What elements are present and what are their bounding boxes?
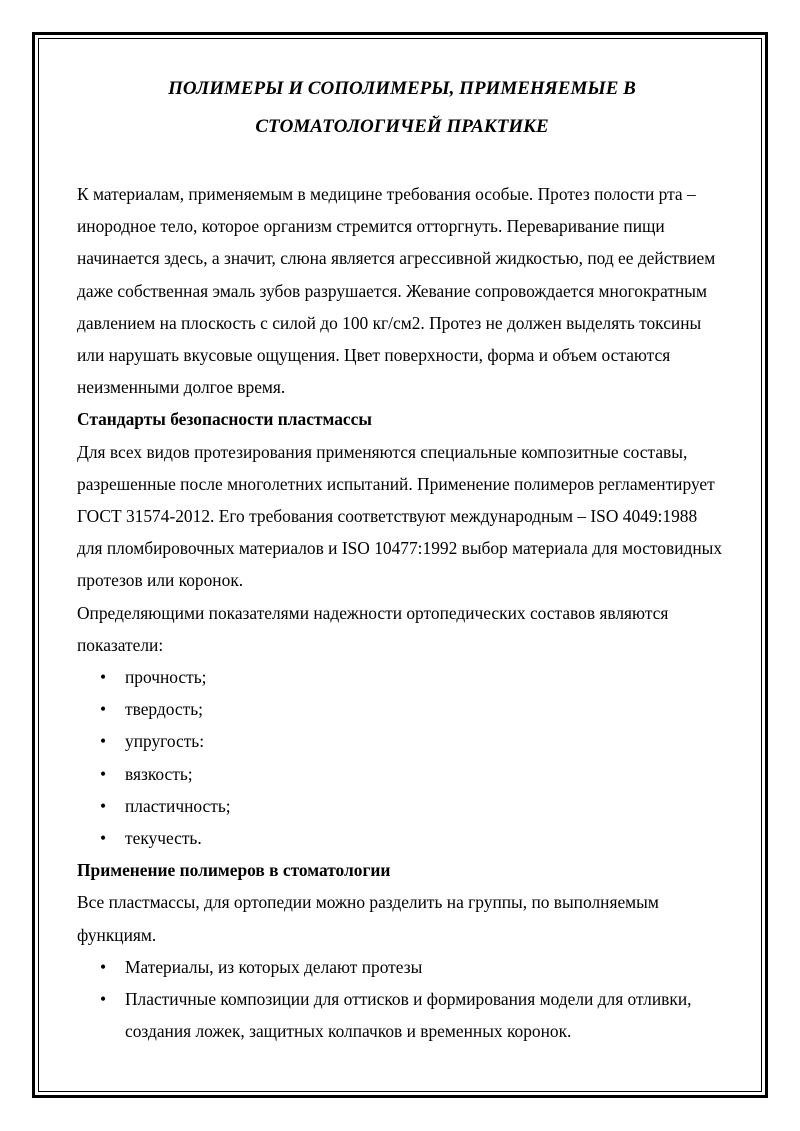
list-item: • вязкость; bbox=[77, 758, 727, 790]
list-item: • Материалы, из которых делают протезы bbox=[77, 951, 727, 983]
groups-paragraph: Все пластмассы, для ортопедии можно разделить на группы, по выполняемым функциям. bbox=[77, 892, 659, 945]
title-line-2: СТОМАТОЛОГИЧЕЙ ПРАКТИКЕ bbox=[255, 116, 549, 137]
section-heading-safety: Стандарты безопасности пластмассы bbox=[77, 409, 372, 430]
document-title bbox=[77, 70, 727, 146]
list-item: • упругость: bbox=[77, 725, 727, 757]
groups-list bbox=[77, 951, 727, 1048]
list-item: • Пластичные композиции для оттисков и формирования модели для отливки, создания ложек, защитных колпачков и временных коронок. bbox=[77, 983, 727, 1047]
title-line-1: ПОЛИМЕРЫ И СОПОЛИМЕРЫ, ПРИМЕНЯЕМЫЕ В bbox=[168, 78, 636, 99]
document-body bbox=[77, 70, 727, 1047]
properties-list bbox=[77, 661, 727, 854]
list-item: • текучесть. bbox=[77, 822, 727, 854]
section-heading-application: Применение полимеров в стоматологии bbox=[77, 860, 391, 881]
list-item: • прочность; bbox=[77, 661, 727, 693]
list-item: • пластичность; bbox=[77, 790, 727, 822]
safety-paragraph: Для всех видов протезирования применяются специальные композитные составы, разрешенные после многолетних испытаний. Применение полимеров регламентирует ГОСТ 31574-2012. Его требования соответствуют международным – ISO 4049:1988 для пломбировочных материалов и ISO 10477:1992 выбор материала для мостовидных протезов или коронок. bbox=[77, 441, 723, 591]
intro-paragraph: К материалам, применяемым в медицине требования особые. Протез полости рта – инородное тело, которое организм стремится отторгнуть. Переваривание пищи начинается здесь, а значит, слюна является агрессивной жидкостью, под ее действием даже собственная эмаль зубов разрушается. Жевание сопровождается многократным давлением на плоскость с силой до 100 кг/см2. Протез не должен выделять токсины или нарушать вкусовые ощущения. Цвет поверхности, форма и объем остаются неизменными долгое время. bbox=[77, 184, 716, 398]
list-item: • твердость; bbox=[77, 693, 727, 725]
indicators-paragraph: Определяющими показателями надежности ортопедических составов являются показатели: bbox=[77, 602, 669, 655]
